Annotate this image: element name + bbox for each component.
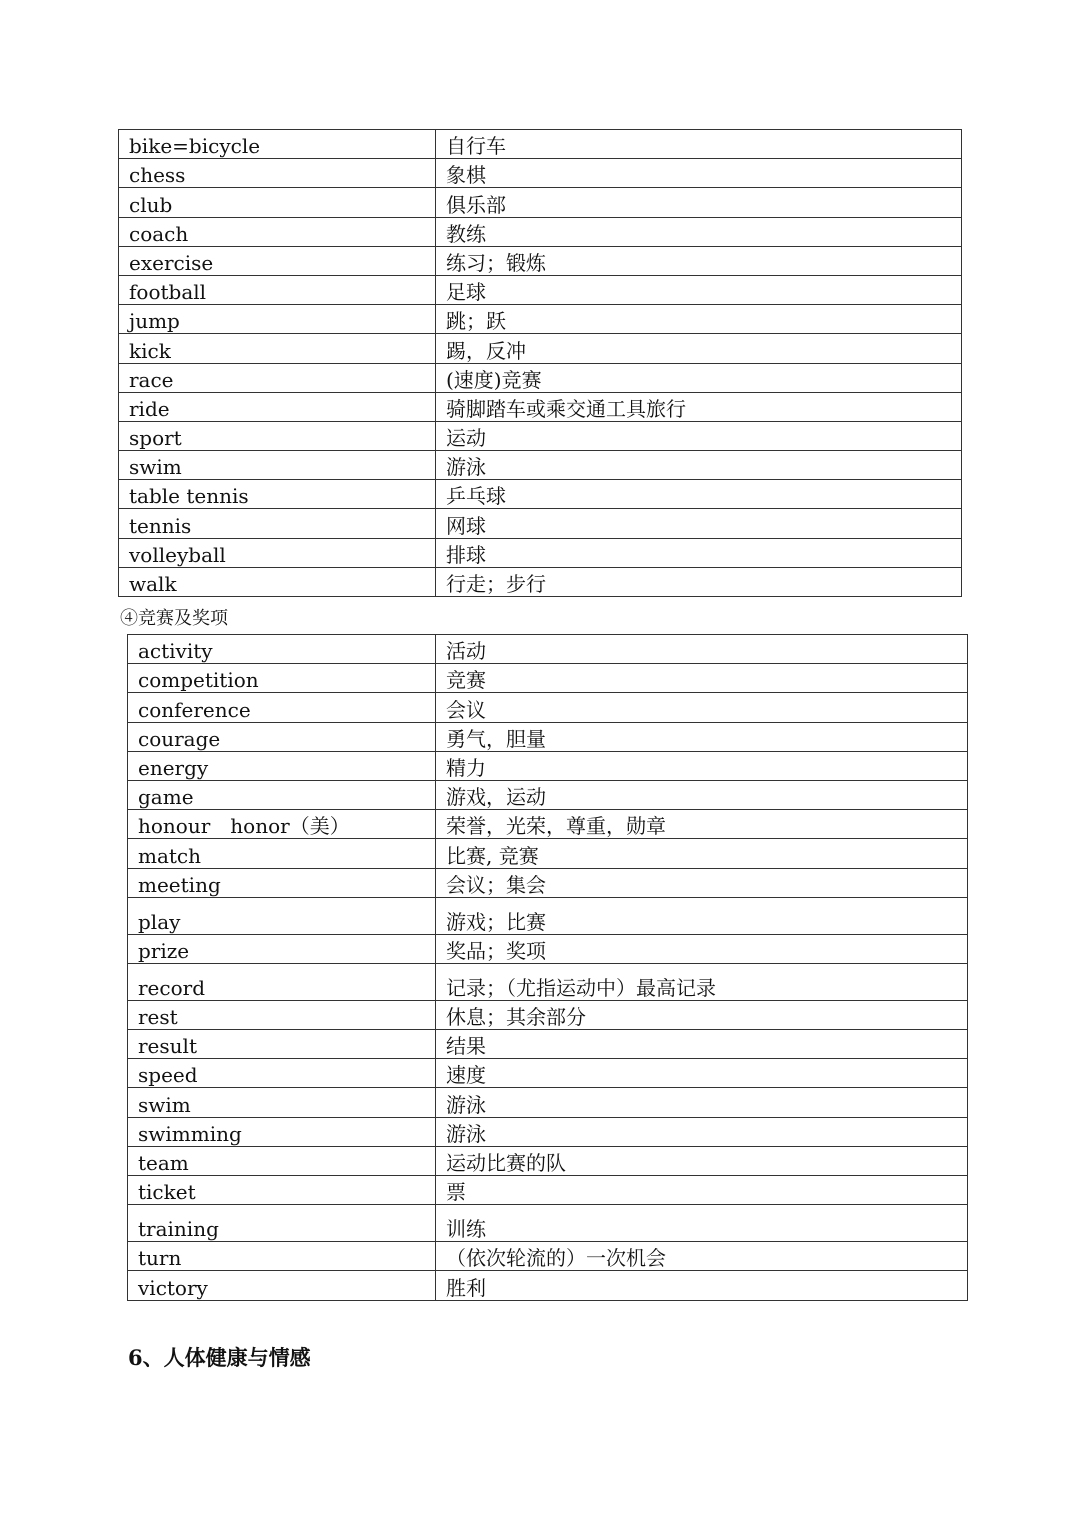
english-word: prize	[128, 934, 436, 963]
table-row	[128, 839, 968, 868]
chinese-meaning: 游泳	[436, 1088, 968, 1117]
table-row	[128, 810, 968, 839]
english-word: ticket	[128, 1176, 436, 1205]
chinese-meaning: 游戏，运动	[436, 780, 968, 809]
table-row	[119, 451, 962, 480]
english-word: ride	[119, 392, 436, 421]
english-word: coach	[119, 217, 436, 246]
table-row	[128, 1205, 968, 1242]
table-row	[128, 635, 968, 664]
chinese-meaning: 精力	[436, 751, 968, 780]
chinese-meaning: 游泳	[436, 451, 962, 480]
table-row	[128, 780, 968, 809]
english-word: jump	[119, 305, 436, 334]
english-word: turn	[128, 1242, 436, 1271]
english-word: activity	[128, 635, 436, 664]
table-row	[128, 1242, 968, 1271]
english-word: chess	[119, 159, 436, 188]
table-row	[128, 1000, 968, 1029]
english-word: exercise	[119, 246, 436, 275]
chinese-meaning: 乒乓球	[436, 480, 962, 509]
table-row	[119, 275, 962, 304]
table-row	[119, 538, 962, 567]
table-row	[119, 421, 962, 450]
table-row	[128, 1176, 968, 1205]
table-row	[128, 868, 968, 897]
english-word: swim	[128, 1088, 436, 1117]
chinese-meaning: 自行车	[436, 130, 962, 159]
table-row	[119, 509, 962, 538]
table-row	[128, 722, 968, 751]
english-word: race	[119, 363, 436, 392]
table-row	[128, 963, 968, 1000]
english-word: game	[128, 780, 436, 809]
english-word: rest	[128, 1000, 436, 1029]
english-word: record	[128, 963, 436, 1000]
chinese-meaning: （依次轮流的）一次机会	[436, 1242, 968, 1271]
chinese-meaning: 记录；（尤指运动中）最高记录	[436, 963, 968, 1000]
chinese-meaning: 足球	[436, 275, 962, 304]
english-word: honour honor（美）	[128, 810, 436, 839]
chinese-meaning: 胜利	[436, 1271, 968, 1300]
chinese-meaning: 跳；跃	[436, 305, 962, 334]
english-word: football	[119, 275, 436, 304]
table-row	[119, 363, 962, 392]
chinese-meaning: 骑脚踏车或乘交通工具旅行	[436, 392, 962, 421]
chinese-meaning: 俱乐部	[436, 188, 962, 217]
chinese-meaning: 排球	[436, 538, 962, 567]
vocab-table-competitions	[127, 634, 968, 1301]
english-word: conference	[128, 693, 436, 722]
chinese-meaning: 会议；集会	[436, 868, 968, 897]
chinese-meaning: 活动	[436, 635, 968, 664]
table-row	[128, 693, 968, 722]
english-word: bike=bicycle	[119, 130, 436, 159]
english-word: club	[119, 188, 436, 217]
table-row	[128, 1271, 968, 1300]
english-word: swimming	[128, 1117, 436, 1146]
english-word: result	[128, 1030, 436, 1059]
table-row	[119, 188, 962, 217]
english-word: match	[128, 839, 436, 868]
table-row	[128, 1059, 968, 1088]
english-word: tennis	[119, 509, 436, 538]
chinese-meaning: 竞赛	[436, 664, 968, 693]
chinese-meaning: (速度)竞赛	[436, 363, 962, 392]
chinese-meaning: 教练	[436, 217, 962, 246]
chinese-meaning: 勇气，胆量	[436, 722, 968, 751]
english-word: competition	[128, 664, 436, 693]
english-word: speed	[128, 1059, 436, 1088]
table-row	[128, 1117, 968, 1146]
english-word: walk	[119, 567, 436, 596]
chinese-meaning: 会议	[436, 693, 968, 722]
chinese-meaning: 练习；锻炼	[436, 246, 962, 275]
table-row	[119, 246, 962, 275]
table-row	[119, 480, 962, 509]
chinese-meaning: 象棋	[436, 159, 962, 188]
table-row	[128, 664, 968, 693]
english-word: table tennis	[119, 480, 436, 509]
english-word: volleyball	[119, 538, 436, 567]
table-row	[119, 217, 962, 246]
english-word: energy	[128, 751, 436, 780]
english-word: courage	[128, 722, 436, 751]
chinese-meaning: 游戏；比赛	[436, 897, 968, 934]
table-row	[128, 1146, 968, 1175]
chinese-meaning: 行走；步行	[436, 567, 962, 596]
chinese-meaning: 速度	[436, 1059, 968, 1088]
english-word: kick	[119, 334, 436, 363]
table-row	[128, 1088, 968, 1117]
vocab-table-sports	[118, 129, 962, 597]
section-heading-health-emotions: 6、人体健康与情感	[128, 1345, 311, 1370]
table-row	[119, 567, 962, 596]
english-word: sport	[119, 421, 436, 450]
table-row	[119, 305, 962, 334]
english-word: meeting	[128, 868, 436, 897]
english-word: victory	[128, 1271, 436, 1300]
chinese-meaning: 结果	[436, 1030, 968, 1059]
table-row	[119, 392, 962, 421]
chinese-meaning: 荣誉，光荣，尊重，勋章	[436, 810, 968, 839]
chinese-meaning: 游泳	[436, 1117, 968, 1146]
section-title-competitions: ④竞赛及奖项	[120, 608, 228, 629]
english-word: training	[128, 1205, 436, 1242]
english-word: play	[128, 897, 436, 934]
chinese-meaning: 运动	[436, 421, 962, 450]
table-row	[119, 130, 962, 159]
chinese-meaning: 票	[436, 1176, 968, 1205]
chinese-meaning: 踢，反冲	[436, 334, 962, 363]
table-row	[128, 934, 968, 963]
table-row	[128, 751, 968, 780]
table-row	[119, 334, 962, 363]
english-word: team	[128, 1146, 436, 1175]
chinese-meaning: 休息；其余部分	[436, 1000, 968, 1029]
english-word: swim	[119, 451, 436, 480]
chinese-meaning: 网球	[436, 509, 962, 538]
table-row	[128, 1030, 968, 1059]
table-row	[128, 897, 968, 934]
chinese-meaning: 训练	[436, 1205, 968, 1242]
chinese-meaning: 奖品；奖项	[436, 934, 968, 963]
chinese-meaning: 比赛, 竞赛	[436, 839, 968, 868]
table-row	[119, 159, 962, 188]
chinese-meaning: 运动比赛的队	[436, 1146, 968, 1175]
